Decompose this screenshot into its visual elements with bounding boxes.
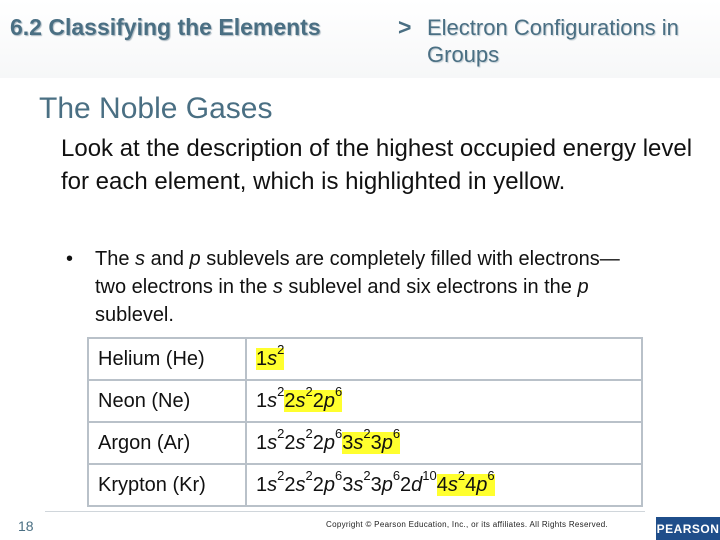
section-title: 6.2 Classifying the Elements (10, 14, 321, 40)
bullet-text: The s and p sublevels are completely filled with electrons—two electrons in the s sublevel and six electrons in the p sublevel. (95, 248, 620, 326)
table-row (88, 422, 642, 464)
slide-heading: The Noble Gases (39, 92, 273, 125)
element-name: Helium (He) (88, 338, 246, 380)
copyright-notice: Copyright © Pearson Education, Inc., or its affiliates. All Rights Reserved. (326, 520, 609, 529)
bullet-symbol: • (66, 248, 74, 270)
table-row (88, 338, 642, 380)
highest-level-highlight: $2s^22p^6$ (284, 383, 343, 412)
highest-level-highlight: $3s^23p^6$ (342, 425, 401, 454)
bullet-point (66, 245, 646, 329)
element-name: Argon (Ar) (88, 422, 246, 464)
electron-configuration: $1s^22s^22p^63s^23p^62d^{10}4s^24p^6$ (246, 464, 642, 506)
page-number: 18 (18, 518, 34, 534)
electron-config-table (87, 337, 643, 507)
element-name: Neon (Ne) (88, 380, 246, 422)
body-paragraph: Look at the description of the highest occupied energy level for each element, which is highlighted in yellow. (61, 135, 693, 195)
element-name: Krypton (Kr) (88, 464, 246, 506)
electron-configuration (246, 338, 642, 380)
electron-configuration: $1s^22s^22p^63s^23p^6$ (246, 422, 642, 464)
highest-level-highlight: $4s^24p^6$ (436, 467, 495, 496)
table-row (88, 464, 642, 506)
pearson-logo: PEARSON (656, 517, 720, 540)
footer-divider (45, 511, 645, 512)
lesson-title: Electron Configurations in Groups (427, 15, 679, 67)
table-row (88, 380, 642, 422)
electron-configuration: $1s^22s^22p^6$ (246, 380, 642, 422)
breadcrumb-separator: > (398, 14, 412, 40)
highest-level-highlight: $1s^2$ (256, 341, 285, 370)
